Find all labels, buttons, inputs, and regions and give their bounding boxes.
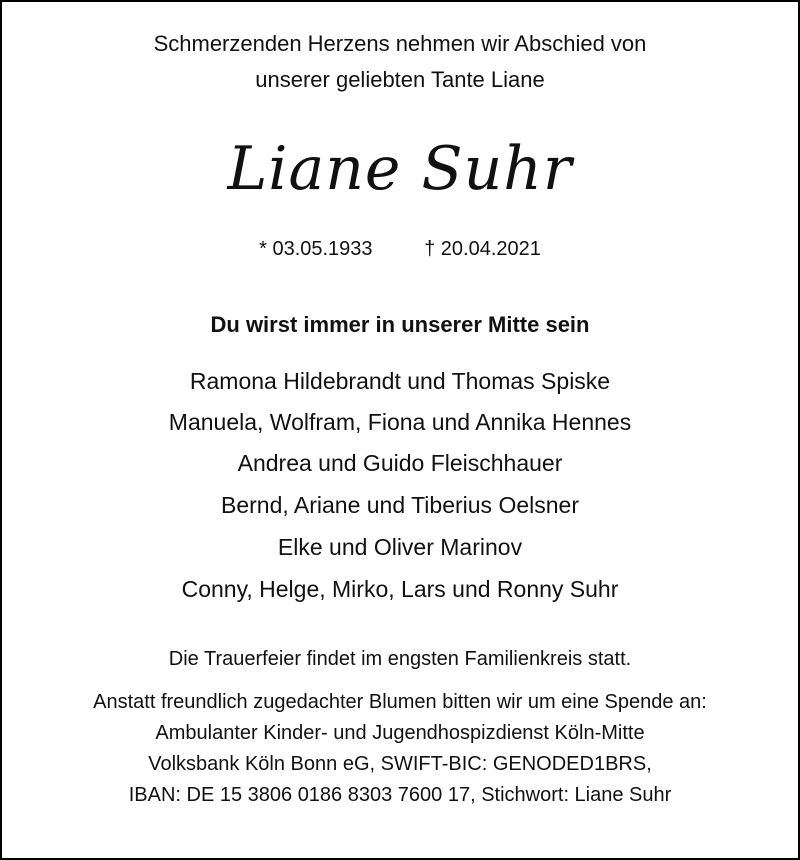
mourner-line: Andrea und Guido Fleischhauer [237,450,563,476]
donation-line-4: IBAN: DE 15 3806 0186 8303 7600 17, Stichwort: Liane Suhr [128,784,672,806]
funeral-note: Die Trauerfeier findet im engsten Familienkreis statt. [168,648,632,670]
donation-line-2: Ambulanter Kinder- und Jugendhospizdienst Köln-Mitte [155,722,645,744]
donation-line-3: Volksbank Köln Bonn eG, SWIFT-BIC: GENODED1BRS, [148,753,652,775]
life-dates [0,238,800,261]
mourner-line: Manuela, Wolfram, Fiona und Annika Hennes [168,409,632,435]
mourner-line: Bernd, Ariane und Tiberius Oelsner [221,492,579,518]
mourner-line: Elke und Oliver Marinov [277,534,523,560]
motto: Du wirst immer in unserer Mitte sein [210,312,590,337]
death-date: † 20.04.2021 [424,238,541,260]
intro-line-1: Schmerzenden Herzens nehmen wir Abschied von [153,31,647,56]
birth-date: * 03.05.1933 [259,238,373,260]
donation-line-1: Anstatt freundlich zugedachter Blumen bitten wir um eine Spende an: [93,691,707,713]
mourner-line: Ramona Hildebrandt und Thomas Spiske [189,368,611,394]
intro-line-2: unserer geliebten Tante Liane [255,67,545,92]
mourner-line: Conny, Helge, Mirko, Lars und Ronny Suhr [181,576,619,602]
deceased-name: Liane Suhr [227,134,573,204]
